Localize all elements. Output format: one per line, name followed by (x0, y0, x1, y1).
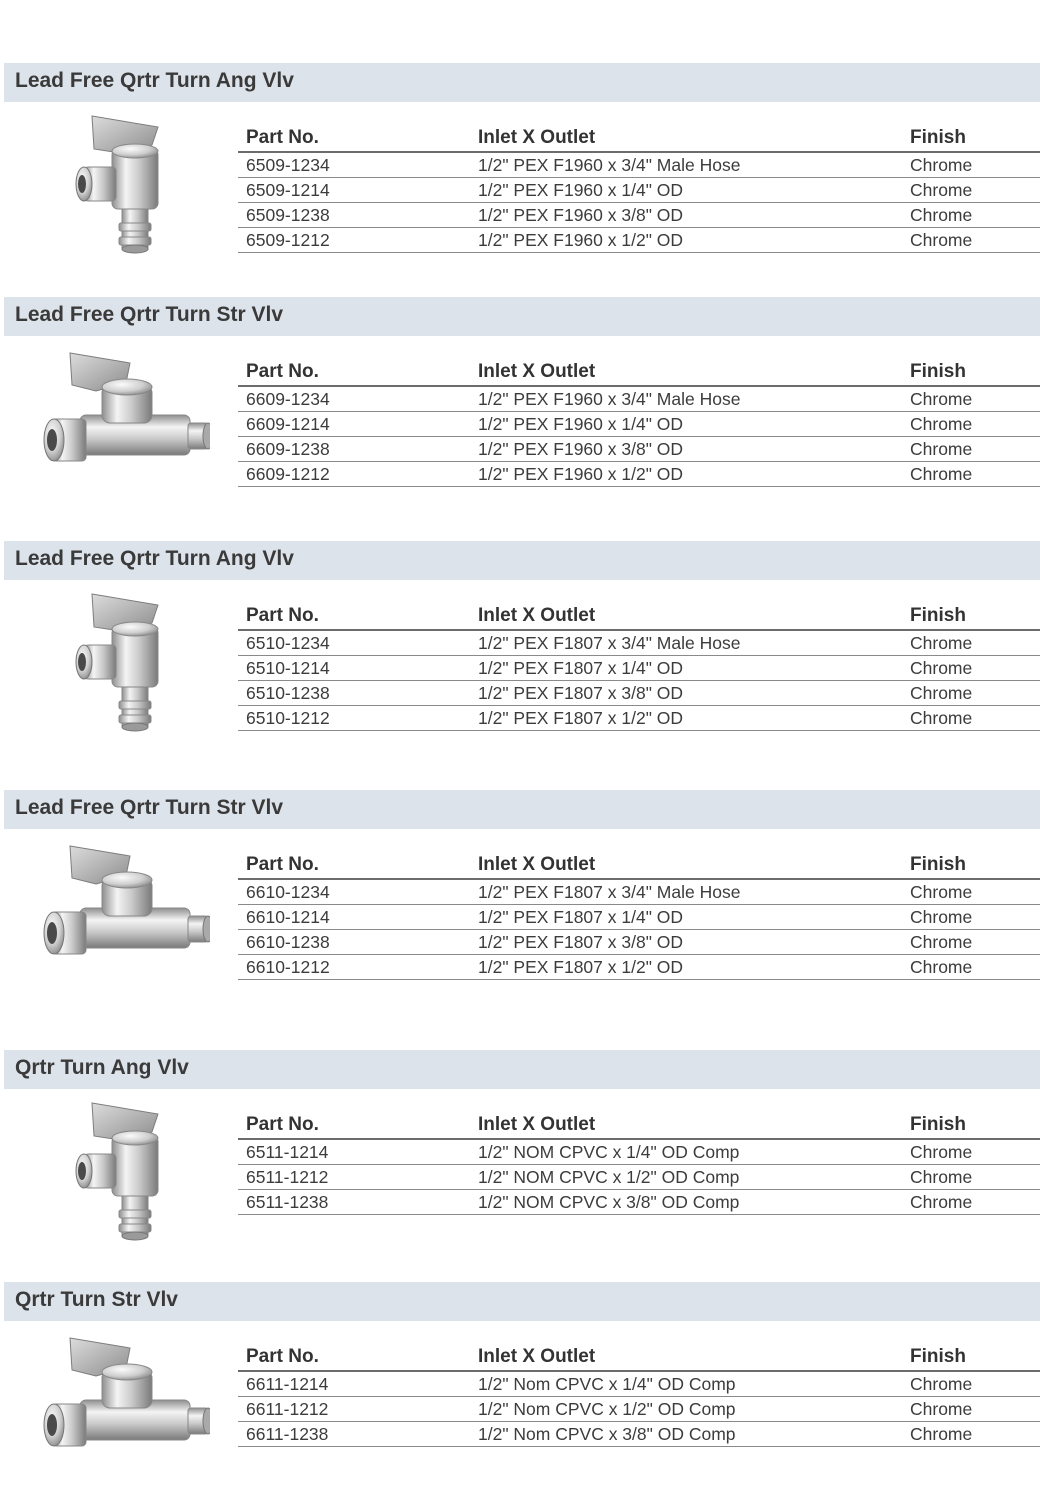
table-row (238, 412, 1040, 437)
table-row (238, 228, 1040, 253)
table-header-row (238, 345, 1040, 386)
section-header (4, 297, 1040, 336)
inlet-outlet-cell: 1/2" Nom CPVC x 3/8" OD Comp (470, 1422, 902, 1447)
inlet-outlet-cell: 1/2" PEX F1960 x 3/4" Male Hose (470, 152, 902, 178)
finish-cell: Chrome (902, 412, 1040, 437)
finish-cell: Chrome (902, 656, 1040, 681)
part-no-cell: 6509-1212 (238, 228, 470, 253)
table-row (238, 681, 1040, 706)
finish-header: Finish (902, 1330, 1040, 1371)
finish-header: Finish (902, 838, 1040, 879)
part-no-cell: 6511-1238 (238, 1190, 470, 1215)
part-no-cell: 6509-1214 (238, 178, 470, 203)
part-no-cell: 6611-1212 (238, 1397, 470, 1422)
part-no-cell: 6610-1234 (238, 879, 470, 905)
table-row (238, 905, 1040, 930)
finish-cell: Chrome (902, 1190, 1040, 1215)
finish-cell: Chrome (902, 152, 1040, 178)
spec-table (238, 838, 1040, 980)
part-no-header: Part No. (238, 111, 470, 152)
inlet-outlet-cell: 1/2" NOM CPVC x 1/4" OD Comp (470, 1139, 902, 1165)
part-no-cell: 6610-1212 (238, 955, 470, 980)
straight-valve-icon (30, 1330, 210, 1490)
table-header-row (238, 1098, 1040, 1139)
inlet-outlet-header: Inlet X Outlet (470, 111, 902, 152)
table-row (238, 178, 1040, 203)
table-header-row (238, 838, 1040, 879)
finish-cell: Chrome (902, 955, 1040, 980)
inlet-outlet-cell: 1/2" NOM CPVC x 3/8" OD Comp (470, 1190, 902, 1215)
finish-cell: Chrome (902, 1422, 1040, 1447)
table-row (238, 1190, 1040, 1215)
table-header-row (238, 111, 1040, 152)
inlet-outlet-header: Inlet X Outlet (470, 589, 902, 630)
part-no-cell: 6511-1212 (238, 1165, 470, 1190)
finish-cell: Chrome (902, 630, 1040, 656)
inlet-outlet-cell: 1/2" PEX F1960 x 1/4" OD (470, 412, 902, 437)
part-no-cell: 6510-1212 (238, 706, 470, 731)
inlet-outlet-cell: 1/2" PEX F1807 x 1/2" OD (470, 955, 902, 980)
finish-cell: Chrome (902, 1139, 1040, 1165)
section-header (4, 1050, 1040, 1089)
finish-cell: Chrome (902, 178, 1040, 203)
section-title: Lead Free Qrtr Turn Str Vlv (15, 303, 284, 326)
inlet-outlet-cell: 1/2" PEX F1960 x 1/2" OD (470, 462, 902, 487)
table-row (238, 203, 1040, 228)
part-no-cell: 6509-1238 (238, 203, 470, 228)
inlet-outlet-cell: 1/2" PEX F1807 x 1/4" OD (470, 905, 902, 930)
finish-header: Finish (902, 589, 1040, 630)
table-row (238, 462, 1040, 487)
part-no-cell: 6510-1238 (238, 681, 470, 706)
finish-cell: Chrome (902, 386, 1040, 412)
table-row (238, 1371, 1040, 1397)
spec-table (238, 1330, 1040, 1447)
part-no-cell: 6510-1214 (238, 656, 470, 681)
inlet-outlet-header: Inlet X Outlet (470, 345, 902, 386)
finish-cell: Chrome (902, 1371, 1040, 1397)
straight-valve-icon (30, 345, 210, 505)
section-header (4, 541, 1040, 580)
finish-cell: Chrome (902, 437, 1040, 462)
inlet-outlet-cell: 1/2" PEX F1807 x 3/8" OD (470, 930, 902, 955)
inlet-outlet-cell: 1/2" PEX F1960 x 3/4" Male Hose (470, 386, 902, 412)
spec-table (238, 589, 1040, 731)
part-no-cell: 6510-1234 (238, 630, 470, 656)
finish-cell: Chrome (902, 879, 1040, 905)
section-title: Lead Free Qrtr Turn Ang Vlv (15, 69, 294, 92)
table-row (238, 879, 1040, 905)
inlet-outlet-header: Inlet X Outlet (470, 1098, 902, 1139)
table-row (238, 386, 1040, 412)
spec-table (238, 345, 1040, 487)
inlet-outlet-cell: 1/2" PEX F1960 x 1/4" OD (470, 178, 902, 203)
part-no-cell: 6511-1214 (238, 1139, 470, 1165)
inlet-outlet-cell: 1/2" PEX F1807 x 3/4" Male Hose (470, 879, 902, 905)
inlet-outlet-cell: 1/2" Nom CPVC x 1/4" OD Comp (470, 1371, 902, 1397)
spec-table (238, 111, 1040, 253)
table-row (238, 656, 1040, 681)
finish-cell: Chrome (902, 1397, 1040, 1422)
finish-header: Finish (902, 111, 1040, 152)
part-no-header: Part No. (238, 1098, 470, 1139)
part-no-cell: 6610-1214 (238, 905, 470, 930)
table-row (238, 437, 1040, 462)
inlet-outlet-cell: 1/2" PEX F1960 x 1/2" OD (470, 228, 902, 253)
section-title: Qrtr Turn Str Vlv (15, 1288, 178, 1311)
part-no-cell: 6609-1214 (238, 412, 470, 437)
finish-cell: Chrome (902, 706, 1040, 731)
section-title: Qrtr Turn Ang Vlv (15, 1056, 189, 1079)
part-no-cell: 6611-1238 (238, 1422, 470, 1447)
section-title: Lead Free Qrtr Turn Str Vlv (15, 796, 284, 819)
table-header-row (238, 589, 1040, 630)
inlet-outlet-cell: 1/2" PEX F1960 x 3/8" OD (470, 203, 902, 228)
part-no-cell: 6610-1238 (238, 930, 470, 955)
section-header (4, 1282, 1040, 1321)
section-header (4, 63, 1040, 102)
table-row (238, 630, 1040, 656)
part-no-cell: 6509-1234 (238, 152, 470, 178)
part-no-cell: 6609-1234 (238, 386, 470, 412)
table-row (238, 955, 1040, 980)
inlet-outlet-cell: 1/2" Nom CPVC x 1/2" OD Comp (470, 1397, 902, 1422)
inlet-outlet-cell: 1/2" NOM CPVC x 1/2" OD Comp (470, 1165, 902, 1190)
finish-cell: Chrome (902, 681, 1040, 706)
part-no-cell: 6609-1212 (238, 462, 470, 487)
spec-table (238, 1098, 1040, 1215)
table-row (238, 1397, 1040, 1422)
angle-valve-icon (30, 1098, 210, 1258)
finish-header: Finish (902, 345, 1040, 386)
straight-valve-icon (30, 838, 210, 998)
inlet-outlet-header: Inlet X Outlet (470, 838, 902, 879)
finish-cell: Chrome (902, 930, 1040, 955)
part-no-header: Part No. (238, 838, 470, 879)
table-row (238, 1422, 1040, 1447)
inlet-outlet-cell: 1/2" PEX F1807 x 1/2" OD (470, 706, 902, 731)
inlet-outlet-cell: 1/2" PEX F1807 x 1/4" OD (470, 656, 902, 681)
part-no-cell: 6609-1238 (238, 437, 470, 462)
inlet-outlet-cell: 1/2" PEX F1807 x 3/8" OD (470, 681, 902, 706)
table-row (238, 152, 1040, 178)
angle-valve-icon (30, 589, 210, 749)
table-row (238, 1139, 1040, 1165)
section-header (4, 790, 1040, 829)
finish-cell: Chrome (902, 1165, 1040, 1190)
part-no-cell: 6611-1214 (238, 1371, 470, 1397)
finish-cell: Chrome (902, 462, 1040, 487)
table-row (238, 1165, 1040, 1190)
inlet-outlet-cell: 1/2" PEX F1807 x 3/4" Male Hose (470, 630, 902, 656)
part-no-header: Part No. (238, 1330, 470, 1371)
finish-cell: Chrome (902, 228, 1040, 253)
table-row (238, 930, 1040, 955)
inlet-outlet-header: Inlet X Outlet (470, 1330, 902, 1371)
finish-cell: Chrome (902, 203, 1040, 228)
angle-valve-icon (30, 111, 210, 271)
section-title: Lead Free Qrtr Turn Ang Vlv (15, 547, 294, 570)
finish-cell: Chrome (902, 905, 1040, 930)
part-no-header: Part No. (238, 345, 470, 386)
table-header-row (238, 1330, 1040, 1371)
part-no-header: Part No. (238, 589, 470, 630)
inlet-outlet-cell: 1/2" PEX F1960 x 3/8" OD (470, 437, 902, 462)
finish-header: Finish (902, 1098, 1040, 1139)
table-row (238, 706, 1040, 731)
